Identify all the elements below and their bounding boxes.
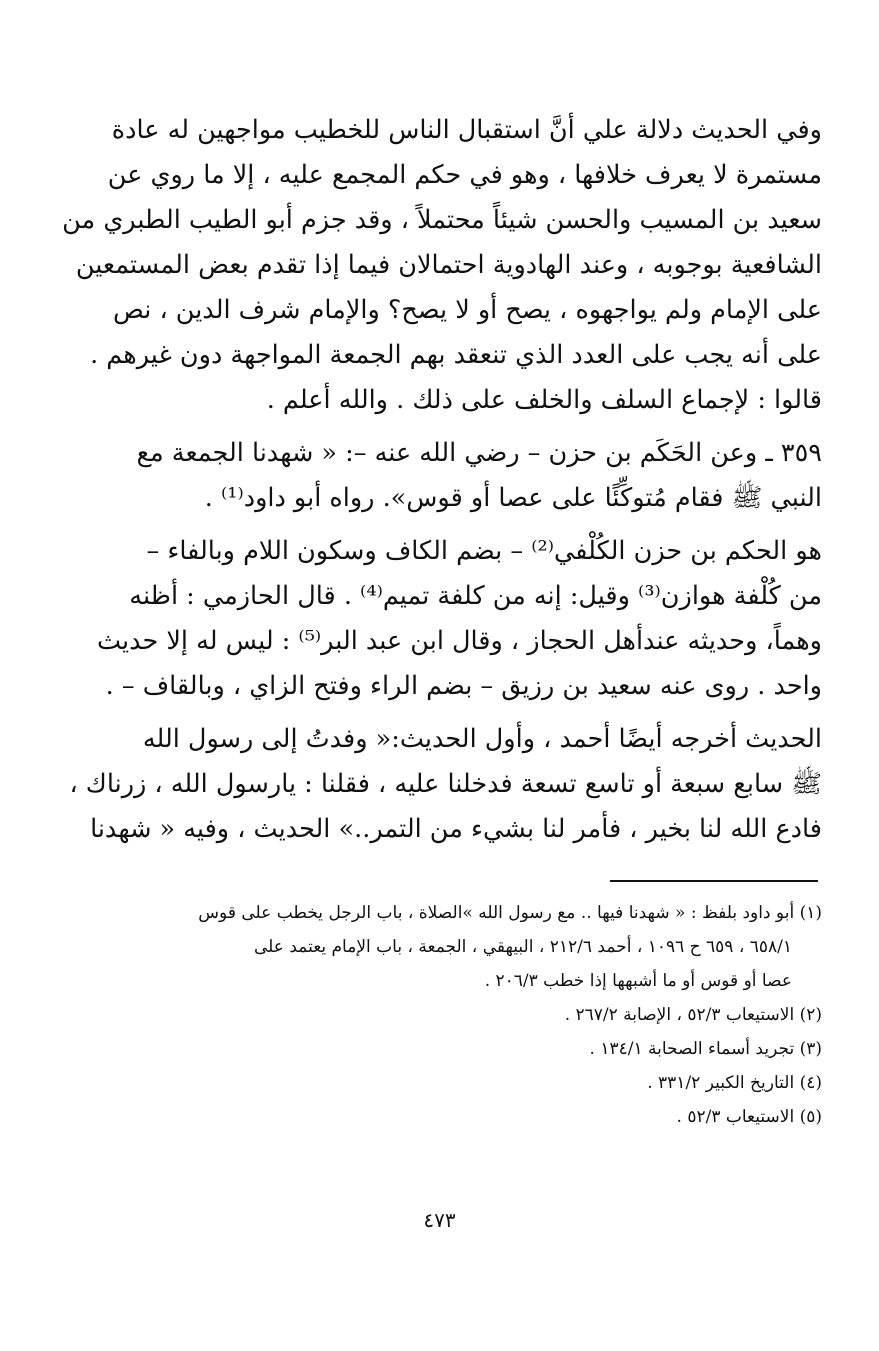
text-line: واحد . روى عنه سعيد بن رزيق – بضم الراء وفتح الزاي ، وبالقاف – .: [105, 671, 822, 701]
footnote-line: (٣) تجريد أسماء الصحابة ١٣٤/١ .: [589, 1039, 822, 1059]
text-line: مستمرة لا يعرف خلافها ، وهو في حكم المجمع عليه ، إلا ما روي عن: [107, 160, 822, 190]
text-line: على أنه يجب على العدد الذي تنعقد بهم الجمعة المواجهة دون غيرهم .: [90, 340, 822, 370]
text-line: وفي الحديث دلالة علي أنَّ استقبال الناس للخطيب مواجهين له عادة: [111, 115, 822, 145]
footnotes: [150, 896, 822, 1134]
footnote-line: (١) أبو داود بلفظ : « شهدنا فيها .. مع رسول الله »الصلاة ، باب الرجل يخطب على قوس: [198, 903, 822, 923]
text-line: فادع الله لنا بخير ، فأمر لنا بشيء من التمر..» الحديث ، وفيه « شهدنا: [90, 814, 822, 844]
paragraph-gap: [150, 521, 822, 529]
footnote-line: ٦٥٨/١ ، ٦٥٩ ح ١٠٩٦ ، أحمد ٢١٢/٦ ، البيهقي ، الجمعة ، باب الإمام يعتمد على: [253, 937, 792, 957]
text-line: سعيد بن المسيب والحسن شيئاً محتملاً ، وقد جزم أبو الطيب الطبري من: [62, 205, 822, 235]
footnote-line: (٤) التاريخ الكبير ٣٣١/٢ .: [647, 1073, 822, 1093]
paragraph-gap: [150, 423, 822, 431]
text-line: ﷺ سابع سبعة أو تاسع تسعة فدخلنا عليه ، فقلنا : يارسول الله ، زرناك ،: [69, 769, 822, 799]
paragraph-gap: [150, 709, 822, 717]
text-line: قالوا : لإجماع السلف والخلف على ذلك . والله أعلم .: [266, 385, 822, 415]
text-line: على الإمام ولم يواجهوه ، يصح أو لا يصح؟ والإمام شرف الدين ، نص: [113, 295, 822, 325]
page-number: ٤٧٣: [423, 1208, 456, 1232]
footnote-line: (٢) الاستيعاب ٥٢/٣ ، الإصابة ٢٦٧/٢ .: [564, 1005, 822, 1025]
footnote-line: (٥) الاستيعاب ٥٢/٣ .: [676, 1107, 822, 1127]
text-line: الشافعية بوجوبه ، وعند الهادوية احتمالان فيما إذا تقدم بعض المستمعين: [75, 250, 822, 280]
hadith-heading-line: ٣٥٩ ـ وعن الحَكَم بن حزن – رضي الله عنه –: « شهدنا الجمعة مع: [136, 438, 822, 468]
text-line: النبي ﷺ فقام مُتوكِّئًا على عصا أو قوس». رواه أبو داود⁽¹⁾ .: [204, 483, 822, 513]
footnote-line: عصا أو قوس أو ما أشبهها إذا خطب ٢٠٦/٣ .: [484, 971, 792, 991]
main-text: [62, 108, 822, 852]
text-line: من كُلْفة هوازن⁽³⁾ وقيل: إنه من كلفة تميم⁽⁴⁾ . قال الحازمي : أظنه: [129, 581, 822, 611]
footnote-divider: [610, 880, 818, 882]
text-line: الحديث أخرجه أيضًا أحمد ، وأول الحديث:« وفدتُ إلى رسول الله: [142, 724, 822, 754]
text-line: وهماً، وحديثه عندأهل الحجاز ، وقال ابن عبد البر⁽⁵⁾ : ليس له إلا حديث: [96, 626, 822, 656]
text-line: هو الحكم بن حزن الكُلْفي⁽²⁾ – بضم الكاف وسكون اللام وبالفاء –: [146, 536, 822, 566]
